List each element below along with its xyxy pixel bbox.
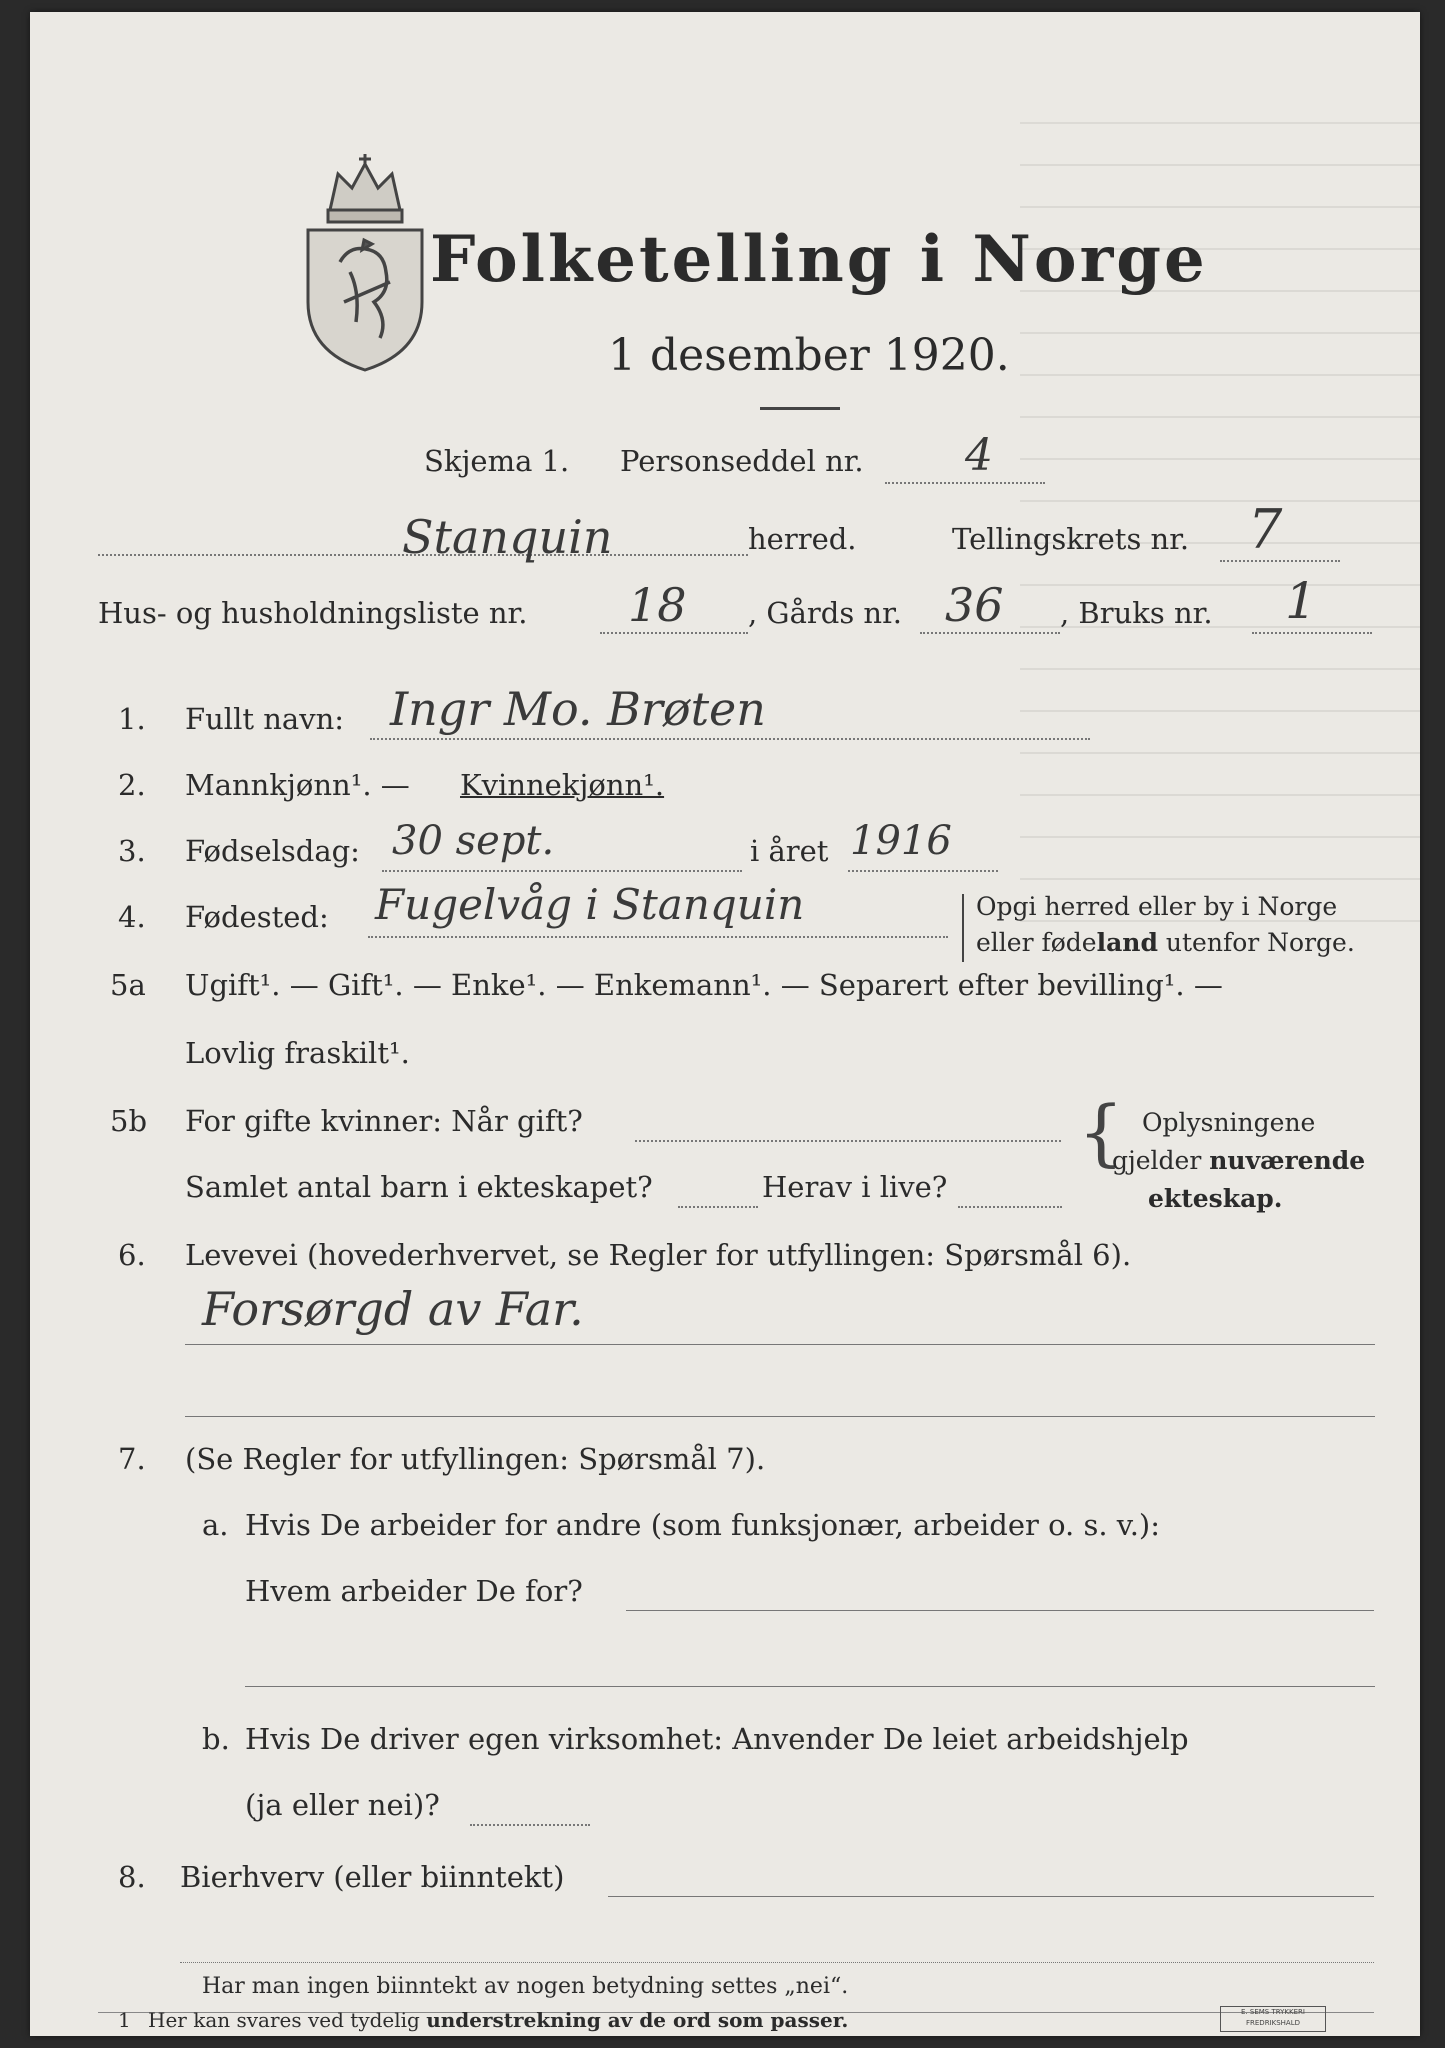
gards-value: 36: [945, 578, 1004, 632]
skjema-label: Skjema 1.: [424, 444, 570, 478]
occupation-field-line2[interactable]: [185, 1416, 1375, 1417]
q7b-line2: (ja eller nei)?: [245, 1788, 440, 1822]
q8-note: Har man ingen biinntekt av nogen betydning settes „nei“.: [202, 1974, 849, 1999]
printer-stamp: E. SEMS TRYKKERI FREDRIKSHALD: [1220, 2006, 1326, 2032]
hus-label: Hus- og husholdningsliste nr.: [98, 596, 528, 630]
q1-number: 1.: [118, 702, 146, 736]
q5b-when-married-label: For gifte kvinner: Når gift?: [185, 1104, 583, 1138]
footnote-text: Her kan svares ved tydelig understrekning av de ord som passer.: [148, 2008, 849, 2032]
birth-year-field[interactable]: [848, 870, 998, 872]
q6-number: 6.: [118, 1238, 146, 1272]
birthday-value: 30 sept.: [392, 818, 555, 864]
q6-label: Levevei (hovederhvervet, se Regler for utfyllingen: Spørsmål 6).: [185, 1238, 1132, 1272]
occupation-field-line1[interactable]: [185, 1344, 1375, 1345]
bruks-value: 1: [1285, 572, 1317, 630]
full-name-value: Ingr Mo. Brøten: [390, 682, 766, 736]
employer-field-line1[interactable]: [626, 1610, 1374, 1611]
hus-field[interactable]: [600, 632, 748, 634]
full-name-field[interactable]: [370, 738, 1090, 740]
q7b-line1: Hvis De driver egen virksomhet: Anvender De leiet arbeidshjelp: [245, 1722, 1189, 1756]
personseddel-value: 4: [965, 430, 993, 481]
q2-male-option[interactable]: Mannkjønn¹. —: [185, 768, 410, 802]
employer-field-line2[interactable]: [245, 1686, 1375, 1687]
gards-field[interactable]: [920, 632, 1060, 634]
q4-note-line2: eller fødeland utenfor Norge.: [976, 928, 1355, 957]
tellingskrets-value: 7: [1248, 498, 1283, 561]
footnote-marker: 1: [118, 2008, 131, 2032]
q8-label: Bierhverv (eller biinntekt): [180, 1860, 565, 1894]
q5b-note-line3: ekteskap.: [1148, 1184, 1283, 1213]
q7a-line2: Hvem arbeider De for?: [245, 1574, 583, 1608]
q5b-alive-label: Herav i live?: [762, 1170, 948, 1204]
census-form-page: [30, 12, 1420, 2036]
q7a-line1: Hvis De arbeider for andre (som funksjonær, arbeider o. s. v.):: [245, 1508, 1161, 1542]
page-title: Folketelling i Norge: [430, 222, 1208, 297]
children-count-field[interactable]: [678, 1206, 758, 1208]
birth-year-value: 1916: [850, 818, 952, 864]
birthplace-field[interactable]: [368, 936, 948, 938]
q1-label: Fullt navn:: [185, 702, 345, 736]
q5b-note-line2: gjelder nuværende: [1112, 1146, 1366, 1175]
marital-status-options[interactable]: Ugift¹. — Gift¹. — Enke¹. — Enkemann¹. — Separert efter bevilling¹. —: [185, 968, 1223, 1002]
q5a-number: 5a: [110, 968, 146, 1002]
q7b-letter: b.: [202, 1722, 230, 1756]
q8-number: 8.: [118, 1860, 146, 1894]
birthday-field[interactable]: [382, 870, 742, 872]
q5b-brace: {: [1078, 1090, 1124, 1174]
hus-value: 18: [628, 578, 687, 632]
q4-note-line1: Opgi herred eller by i Norge: [976, 892, 1338, 921]
q3-number: 3.: [118, 834, 146, 868]
herred-label: herred.: [748, 522, 857, 556]
herred-value: Stanquin: [402, 510, 613, 564]
birthplace-value: Fugelvåg i Stanquin: [375, 880, 805, 929]
bruks-label: , Bruks nr.: [1060, 596, 1213, 630]
when-married-field[interactable]: [635, 1140, 1061, 1142]
children-alive-field[interactable]: [958, 1206, 1062, 1208]
side-income-field-line1[interactable]: [608, 1896, 1374, 1897]
bruks-field[interactable]: [1252, 632, 1372, 634]
personseddel-field[interactable]: [885, 482, 1045, 484]
year-label: i året: [750, 834, 829, 868]
q7a-letter: a.: [202, 1508, 229, 1542]
occupation-value: Forsørgd av Far.: [202, 1282, 584, 1336]
q2-female-option[interactable]: Kvinnekjønn¹.: [460, 768, 665, 802]
q4-number: 4.: [118, 900, 146, 934]
q5b-note-line1: Oplysningene: [1142, 1108, 1316, 1137]
tellingskrets-label: Tellingskrets nr.: [952, 522, 1190, 556]
census-date: 1 desember 1920.: [608, 330, 1010, 381]
q2-number: 2.: [118, 768, 146, 802]
marital-status-divorced[interactable]: Lovlig fraskilt¹.: [185, 1036, 410, 1070]
hired-help-field[interactable]: [470, 1824, 590, 1826]
q7-label: (Se Regler for utfyllingen: Spørsmål 7).: [185, 1442, 766, 1476]
q7-number: 7.: [118, 1442, 146, 1476]
q3-label: Fødselsdag:: [185, 834, 360, 868]
side-income-field-line2[interactable]: [180, 1962, 1374, 1963]
personseddel-label: Personseddel nr.: [620, 444, 864, 478]
q5b-number: 5b: [110, 1104, 148, 1138]
q5b-children-label: Samlet antal barn i ekteskapet?: [185, 1170, 653, 1204]
q4-bracket: [962, 894, 964, 962]
coat-of-arms-icon: [300, 152, 430, 374]
title-rule: [760, 407, 840, 410]
q4-label: Fødested:: [185, 900, 329, 934]
gards-label: , Gårds nr.: [748, 596, 902, 630]
